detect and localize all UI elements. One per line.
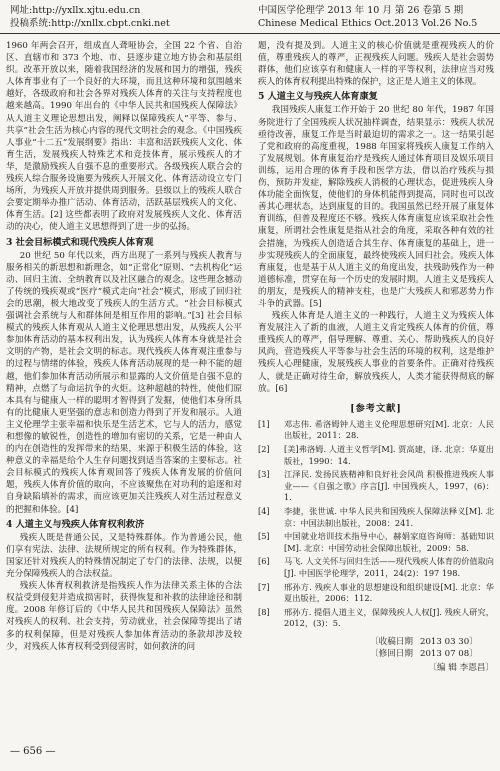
- reference-text: 邢孙方. 提倡人道主义，保障残疾人人权[J]. 残疾人研究，2012，(3)：5.: [284, 606, 494, 629]
- body-paragraph: 残疾人体育是人道主义的一种践行，人道主义为残疾人体育发展注入了新的血液，人道主义肯定残疾人体育的价值，尊重残疾人的尊严，倡导理解、尊重、关心、帮助残疾人的良好风尚，营造残疾人平等参与社会生活的环境的权利，这是维护残疾人心理健康，发展残疾人事业的首要条件。正确对待残疾人，就是正确对待生命，解放残疾人，人类才能获得彻底的解放。[6]: [258, 311, 494, 394]
- reference-item: [258, 419, 494, 442]
- submission-url: 投稿系统:http://xnllx.cbpt.cnki.net: [10, 18, 170, 29]
- reference-number: [1]: [258, 418, 270, 429]
- reference-number: [5]: [258, 531, 270, 542]
- reference-text: 李捷，张世诚. 中华人民共和国残疾人保障法释义[M]. 北京：中国法制出版社，2008：241.: [284, 505, 494, 528]
- right-column: [258, 40, 494, 700]
- journal-issue-en: Chinese Medical Ethics Oct.2013 Vol.26 No.5: [258, 18, 478, 29]
- article-dates: [370, 636, 494, 660]
- page-number: — 656 —: [10, 746, 56, 757]
- section-5-heading: 5 人道主义与残疾人体育康复: [258, 91, 378, 103]
- reference-item: [258, 556, 494, 579]
- header-left: [10, 4, 210, 30]
- section-3-heading: 3 社会目标模式和现代残疾人体育观: [6, 236, 154, 248]
- body-paragraph: 残疾人既是普通公民，又是特殊群体。作为普通公民，他们享有宪法、法律、法规所规定的所有权利。作为特殊群体，国家还针对残疾人的特殊情况制定了专门的法律、法规，以便充分保障残疾人的合法权益。: [6, 532, 242, 580]
- revised-date-value: 2013 07 08〕: [420, 648, 478, 659]
- reference-text: 邓志伟. 希洛姆钟人道主义伦理思想研究[M]. 北京：人民出版社，2011：28.: [284, 418, 494, 441]
- body-paragraph: 题，没有提及到。人道主义的核心价值就是重视残疾人的价值，尊重残疾人的尊严，正视残疾人问题。残疾人是社会弱势群体，他们应该享有和健康人一样的平等权利，法律应当对残疾人的体育权利提出特殊的保护，这正是人道主义的体现。: [258, 41, 494, 88]
- reference-text: 中国就业培训技术指导中心，赫娟家庭咨询师：基础知识[M]. 北京：中国劳动社会保障出版社，2009：58.: [284, 531, 494, 553]
- reference-number: [3]: [258, 469, 270, 480]
- header-divider: [0, 33, 500, 34]
- reference-item: [258, 531, 494, 554]
- received-date-label: 〔收稿日期: [370, 636, 413, 647]
- reference-item: [258, 607, 494, 630]
- revised-date-label: 〔修回日期: [370, 648, 413, 659]
- header-right: [258, 4, 498, 30]
- reference-text: 江泽民. 发扬民族精神和良好社会风尚 积极推进残疾人事业——《自强之歌》序言[J]. 中国残疾人，1997，(6)：1.: [284, 469, 494, 503]
- reference-number: [8]: [258, 606, 270, 617]
- body-paragraph: 残疾人体育权利救济是指残疾人作为法律关系主体的合法权益受到侵犯并造成损害时，获得恢复和补救的法律途径和制度。2008 年修订后的《中华人民共和国残疾人保障法》虽然对残疾人的权利、社会支持，劳动就业，社会保障等提出了诸多的权利保障，但是对残疾人参加体育活动的条款却涉及较少，对残疾人体育权利受到侵害时，如何救济的问: [6, 581, 242, 652]
- body-paragraph: 20 世纪 50 年代以来，西方出现了一系列与残疾人教育与服务相关的新思想和新理念，如“正常化”原则、“去机构化”运动、回归主流、全纳教育以及社区融合的观念。这些理念撼动了传统的残疾观或“医疗”模式走向“社会”模式，形成了回归社会的思潮，极大地改变了残疾人的生活方式。“社会目标模式强调社会系统与人和群体间是相互作用的影响。”[3] 社会目标模式的残疾人体育观从人道主义伦理思想出发，从残疾人公平参加体育活动的基本权利出发，认为残疾人体育本身就是社会文明的产物，是社会文明的标志。现代残疾人体育观注重参与的过程与情绪的体验，残疾人体育活动展现的是一种不能的超越，他们参加体育活动所展示和显露的人文价值是自强不息的精神，点燃了与命运抗争的火炬。这种超越的特性，使他们原本具有与健康人一样的聪明才智得到了发掘，使他们本身所具有的比健康人更坚强的意志和创造力得到了开发和展示。人道主义伦理学主张幸福和快乐是生活艺术，它与人的活力，感觉和想像的敏锐性，创造性的增加有密切的关系，它是一种由人的内在创造性的发挥带来的结果，来源于积极生活的体验，这种意义的幸福是给个人生存问题找到适当答案的主要标志。社会目标模式的残疾人体育观回答了残疾人体育发展的价值问题，残疾人体育价值的取向，不应该聚焦在对功利的追逐和对自身缺陷填补的需求，而应该更加关注残疾人对生活过程意义的把握和体验。[4]: [6, 250, 242, 515]
- left-column: [6, 40, 242, 700]
- revised-date-row: [370, 648, 494, 660]
- body-paragraph: 我国残疾人康复工作开始于 20 世纪 80 年代，1987 年国务院进行了全国残疾人状况抽样调查，结果显示：残疾人状况亟待改善，康复工作是当时最迫切的需求之一。这一结果引起了党和政府的高度重视，1988 年国家将残疾人康复工作纳入了发展规划。体育康复治疗是残疾人通过体育项目及娱乐项目训练，运用合理的体育手段和医学方法，借以治疗残疾与损伤，预防并发症，解除残疾人消极的心理状态，促进残疾人身体功能全面恢复，使他们的身体机能得到提高，同时也可以改善其心理状态，达到康复的目的。我国虽然已经开展了康复体育训练，但普及程度还不够。残疾人体育康复应该采取社会性康复，所谓社会性康复是指从社会的角度，采取各种有效的社会措施，为残疾人创造适合其生存、体育康复的基础上，进一步实现残疾人的全面康复，最终使残疾人回归社会。残疾人体育康复，也是基于从人道主义的角度出发，扶残助残作为一种道德标准，贯穿在每一个历史的发展时期。人道主义是残疾人的朋友，是残疾人的精神支柱，也是广大残疾人和邪恶势力作斗争的武器。[5]: [258, 105, 494, 309]
- body-paragraph: 1960 年两会召开，组成直人聋哑协会，全国 22 个省、自治区、直辖市和 373 个地、市、县逐步建立地方协会和基层组织。改革开放以来，随着我国经济的发展和国力的增强，残疾人体育事业有了一个良好的大环境，而且这种环境和氛围越来越好，各级政府和社会各界对残疾人体育的关注与支持程度也越来越高。1990 年出台的《中华人民共和国残疾人保障法》从人道主义理论思想出发，阐释以保障残疾人“平等、参与、共享”社会生活为核心内容的现代文明社会的观念。《中国残疾人事业“十二五”发展纲要》指出：丰富和活跃残疾人文化、体育生活，发展残疾人特殊艺术和竞技体育，展示残疾人的才华，是激励残疾人自强不息的重要形式。各级残疾人联合会的残疾人综合服务设施要为残疾人开展文化、体育活动设立专门场所，为残疾人开放并提供周到服务。县级以上的残疾人联合会要定期举办推广活动、体育活动，活跃基层残疾人的文化、体育生活。[2] 这些都表明了政府对发展残疾人文化、体育活动的决心，使人道主义思想得到了进一步的弘扬。: [6, 41, 242, 233]
- reference-item: [258, 444, 494, 467]
- reference-text: 邢孙方. 残疾人事业的思想建设和组织建设[M]. 北京：华夏出版社，2006：112.: [284, 581, 494, 604]
- references-heading: [参考文献]: [350, 402, 402, 414]
- reference-text: 马飞. 人文关怀与回归生活——现代残疾人体育的价值取向[J]. 中国医学伦理学，2011，24(2)：197 198.: [284, 556, 494, 578]
- reference-item: [258, 506, 494, 529]
- references-list: [258, 419, 494, 630]
- reference-number: [6]: [258, 556, 270, 567]
- reference-number: [7]: [258, 581, 270, 592]
- journal-url: 网址:http://yxllx.xjtu.edu.cn: [10, 5, 141, 16]
- received-date-value: 2013 03 30〕: [420, 636, 478, 647]
- received-date-row: [370, 636, 494, 648]
- editor-credit: 〔编 辑 李恩昌〕: [428, 662, 494, 673]
- reference-item: [258, 469, 494, 504]
- journal-issue-cn: 中国医学伦理学 2013 年 10 月 第 26 卷第 5 期: [258, 5, 464, 16]
- reference-text: [美]弗洛姆. 人道主义哲学[M]. 贾高建，译. 北京：华夏出版社，1990：14.: [284, 444, 494, 466]
- page-header: [0, 0, 500, 34]
- reference-number: [4]: [258, 505, 270, 516]
- reference-number: [2]: [258, 444, 270, 454]
- section-4-heading: 4 人道主义与残疾人体育权利救济: [6, 518, 145, 530]
- reference-item: [258, 582, 494, 605]
